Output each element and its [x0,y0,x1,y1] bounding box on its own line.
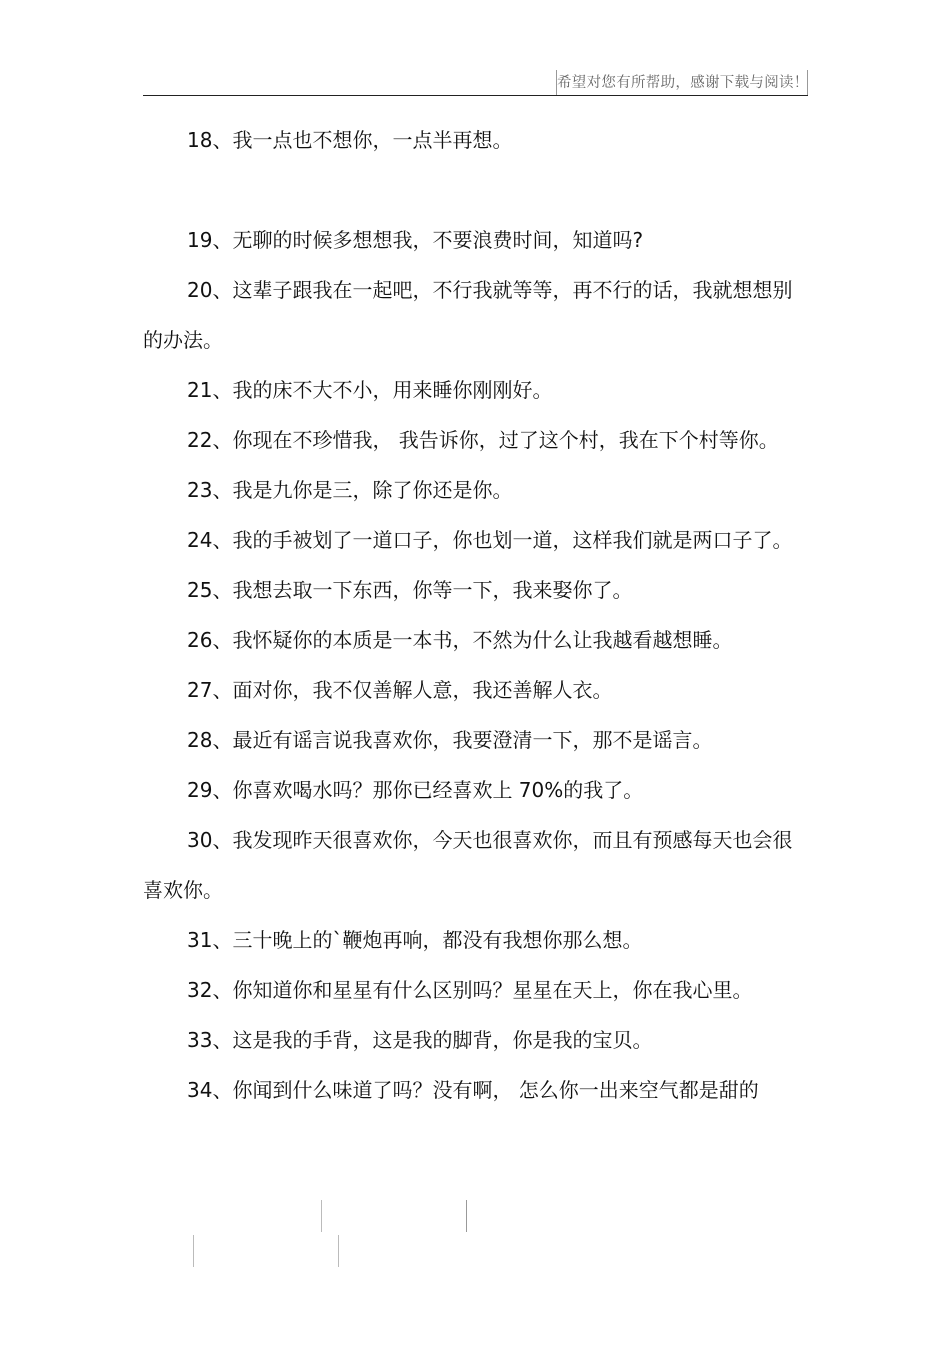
list-item: 24、我的手被划了一道口子，你也划一道，这样我们就是两口子了。 [187,528,793,552]
list-item: 28、最近有谣言说我喜欢你，我要澄清一下，那不是谣言。 [187,728,713,752]
scan-mark [321,1200,322,1232]
header-divider [143,95,808,96]
list-item: 22、你现在不珍惜我， 我告诉你，过了这个村，我在下个村等你。 [187,428,779,452]
list-item: 34、你闻到什么味道了吗？没有啊， 怎么你一出来空气都是甜的 [187,1078,759,1102]
list-item: 23、我是九你是三，除了你还是你。 [187,478,513,502]
list-item: 19、无聊的时候多想想我，不要浪费时间，知道吗? [187,228,644,252]
list-item: 18、我一点也不想你，一点半再想。 [187,128,513,152]
scan-mark [193,1235,194,1267]
scan-mark [338,1235,339,1267]
list-item: 27、面对你，我不仅善解人意，我还善解人衣。 [187,678,613,702]
list-item: 31、三十晚上的`鞭炮再响，都没有我想你那么想。 [187,928,643,952]
header-note: 希望对您有所帮助，感谢下载与阅读！ [556,70,808,96]
list-item: 32、你知道你和星星有什么区别吗？星星在天上，你在我心里。 [187,978,753,1002]
list-item: 20、这辈子跟我在一起吧，不行我就等等，再不行的话，我就想想别的办法。 [143,278,793,352]
document-body [143,115,793,1115]
scan-mark [466,1200,467,1232]
list-item: 29、你喜欢喝水吗？那你已经喜欢上 70%的我了。 [187,778,644,802]
list-item: 21、我的床不大不小，用来睡你刚刚好。 [187,378,553,402]
list-item: 30、我发现昨天很喜欢你，今天也很喜欢你，而且有预感每天也会很喜欢你。 [143,828,793,902]
list-item: 33、这是我的手背，这是我的脚背，你是我的宝贝。 [187,1028,653,1052]
list-item: 25、我想去取一下东西，你等一下，我来娶你了。 [187,578,633,602]
list-item: 26、我怀疑你的本质是一本书，不然为什么让我越看越想睡。 [187,628,733,652]
